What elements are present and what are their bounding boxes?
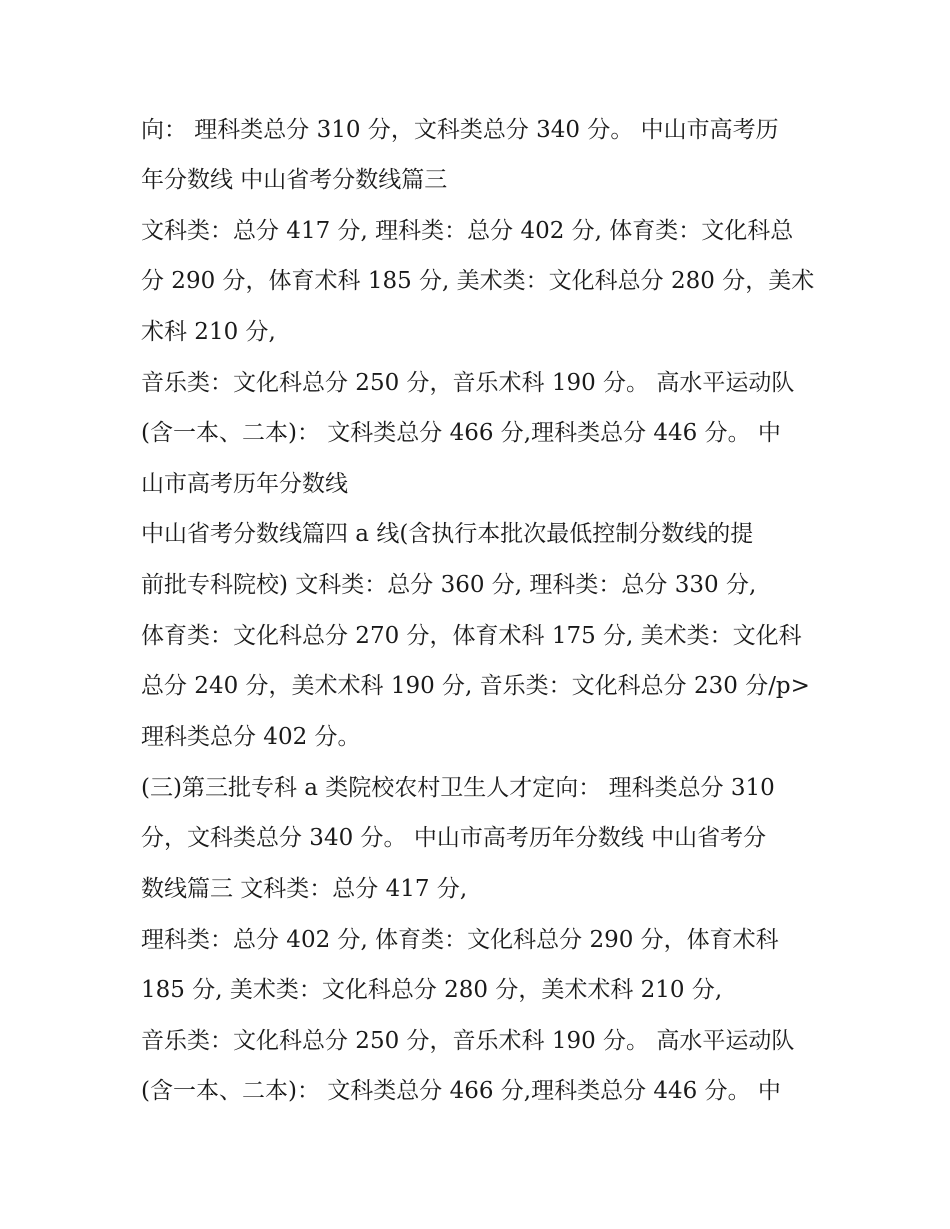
text-line: 年分数线 中山省考分数线篇三 bbox=[141, 167, 448, 193]
text-line: (含一本、二本)： 文科类总分 466 分,理科类总分 446 分。 中 bbox=[141, 1078, 781, 1104]
text-line: 总分 240 分，美术术科 190 分, 音乐类：文化科总分 230 分/p> bbox=[141, 673, 810, 699]
text-line: (三)第三批专科 a 类院校农村卫生人才定向： 理科类总分 310 bbox=[141, 775, 775, 801]
text-line: 山市高考历年分数线 bbox=[141, 471, 348, 497]
text-line: (含一本、二本)： 文科类总分 466 分,理科类总分 446 分。 中 bbox=[141, 420, 781, 446]
text-line: 分 290 分，体育术科 185 分, 美术类：文化科总分 280 分，美术 bbox=[141, 268, 815, 294]
text-line: 数线篇三 文科类：总分 417 分, bbox=[141, 876, 468, 902]
text-line: 185 分, 美术类：文化科总分 280 分，美术术科 210 分, bbox=[141, 977, 723, 1003]
text-line: 前批专科院校) 文科类：总分 360 分, 理科类：总分 330 分, bbox=[141, 572, 757, 598]
text-line: 理科类：总分 402 分, 体育类：文化科总分 290 分，体育术科 bbox=[141, 927, 779, 953]
text-line: 分，文科类总分 340 分。 中山市高考历年分数线 中山省考分 bbox=[141, 825, 767, 851]
text-line: 中山省考分数线篇四 a 线(含执行本批次最低控制分数线的提 bbox=[141, 521, 754, 547]
text-line: 向： 理科类总分 310 分，文科类总分 340 分。 中山市高考历 bbox=[141, 117, 779, 143]
text-line: 文科类：总分 417 分, 理科类：总分 402 分, 体育类：文化科总 bbox=[141, 218, 794, 244]
text-line: 音乐类：文化科总分 250 分，音乐术科 190 分。 高水平运动队 bbox=[141, 370, 795, 396]
text-line: 体育类：文化科总分 270 分，体育术科 175 分, 美术类：文化科 bbox=[141, 623, 802, 649]
text-line: 理科类总分 402 分。 bbox=[141, 724, 361, 750]
text-line: 音乐类：文化科总分 250 分，音乐术科 190 分。 高水平运动队 bbox=[141, 1028, 795, 1054]
text-line: 术科 210 分, bbox=[141, 319, 276, 345]
